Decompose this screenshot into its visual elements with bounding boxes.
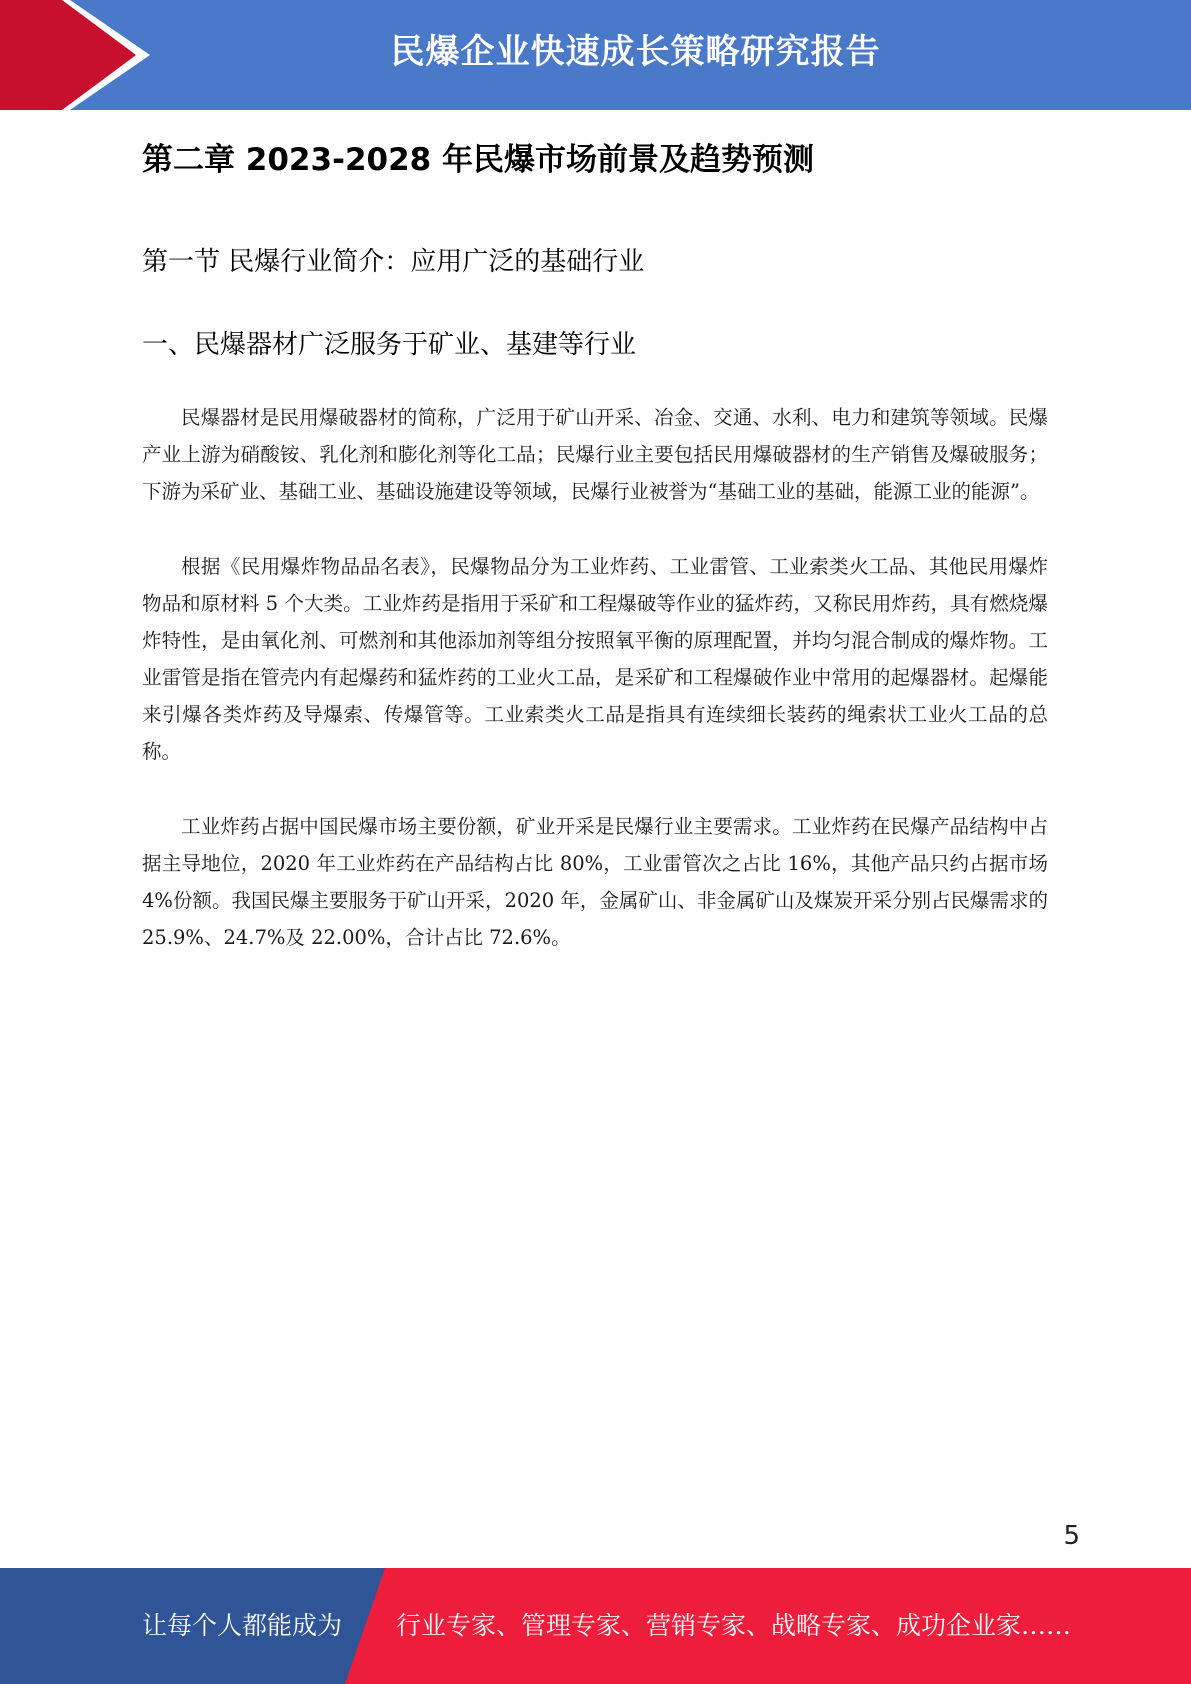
page-number: 5: [1063, 1521, 1080, 1551]
paragraph: 民爆器材是民用爆破器材的简称，广泛用于矿山开采、冶金、交通、水利、电力和建筑等领域。民爆产业上游为硝酸铵、乳化剂和膨化剂等化工品；民爆行业主要包括民用爆破器材的生产销售及爆破服务；下游为采矿业、基础工业、基础设施建设等领域，民爆行业被誉为“基础工业的基础，能源工业的能源”。: [142, 406, 1048, 503]
report-title: 民爆企业快速成长策略研究报告: [390, 32, 881, 72]
report-footer: [0, 1568, 1191, 1684]
section-title: 第一节 民爆行业简介：应用广泛的基础行业: [142, 247, 645, 277]
footer-slogan-left: 让每个人都能成为: [142, 1611, 343, 1640]
chapter-title: 第二章 2023-2028 年民爆市场前景及趋势预测: [142, 142, 815, 178]
paragraph: 工业炸药占据中国民爆市场主要份额，矿业开采是民爆行业主要需求。工业炸药在民爆产品结构中占据主导地位，2020 年工业炸药在产品结构占比 80%，工业雷管次之占比 16%，其他产品只约占据市场 4%份额。我国民爆主要服务于矿山开采，2020 年，金属矿山、非金属矿山及煤炭开采分别占民爆需求的 25.9%、24.7%及 22.00%，合计占比 72.6%。: [142, 815, 1048, 949]
body-content: [142, 399, 1048, 994]
subsection-title: 一、民爆器材广泛服务于矿业、基建等行业: [142, 330, 637, 360]
report-header: [0, 0, 1191, 110]
paragraph: 根据《民用爆炸物品品名表》，民爆物品分为工业炸药、工业雷管、工业索类火工品、其他民用爆炸物品和原材料 5 个大类。工业炸药是指用于采矿和工程爆破等作业的猛炸药，又称民用炸药，具有燃烧爆炸特性，是由氧化剂、可燃剂和其他添加剂等组分按照氧平衡的原理配置，并均匀混合制成的爆炸物。工业雷管是指在管壳内有起爆药和猛炸药的工业火工品，是采矿和工程爆破作业中常用的起爆器材。起爆能来引爆各类炸药及导爆索、传爆管等。工业索类火工品是指具有连续细长装药的绳索状工业火工品的总称。: [142, 555, 1048, 763]
footer-slogan-right: 行业专家、管理专家、营销专家、战略专家、成功企业家……: [396, 1611, 1072, 1640]
